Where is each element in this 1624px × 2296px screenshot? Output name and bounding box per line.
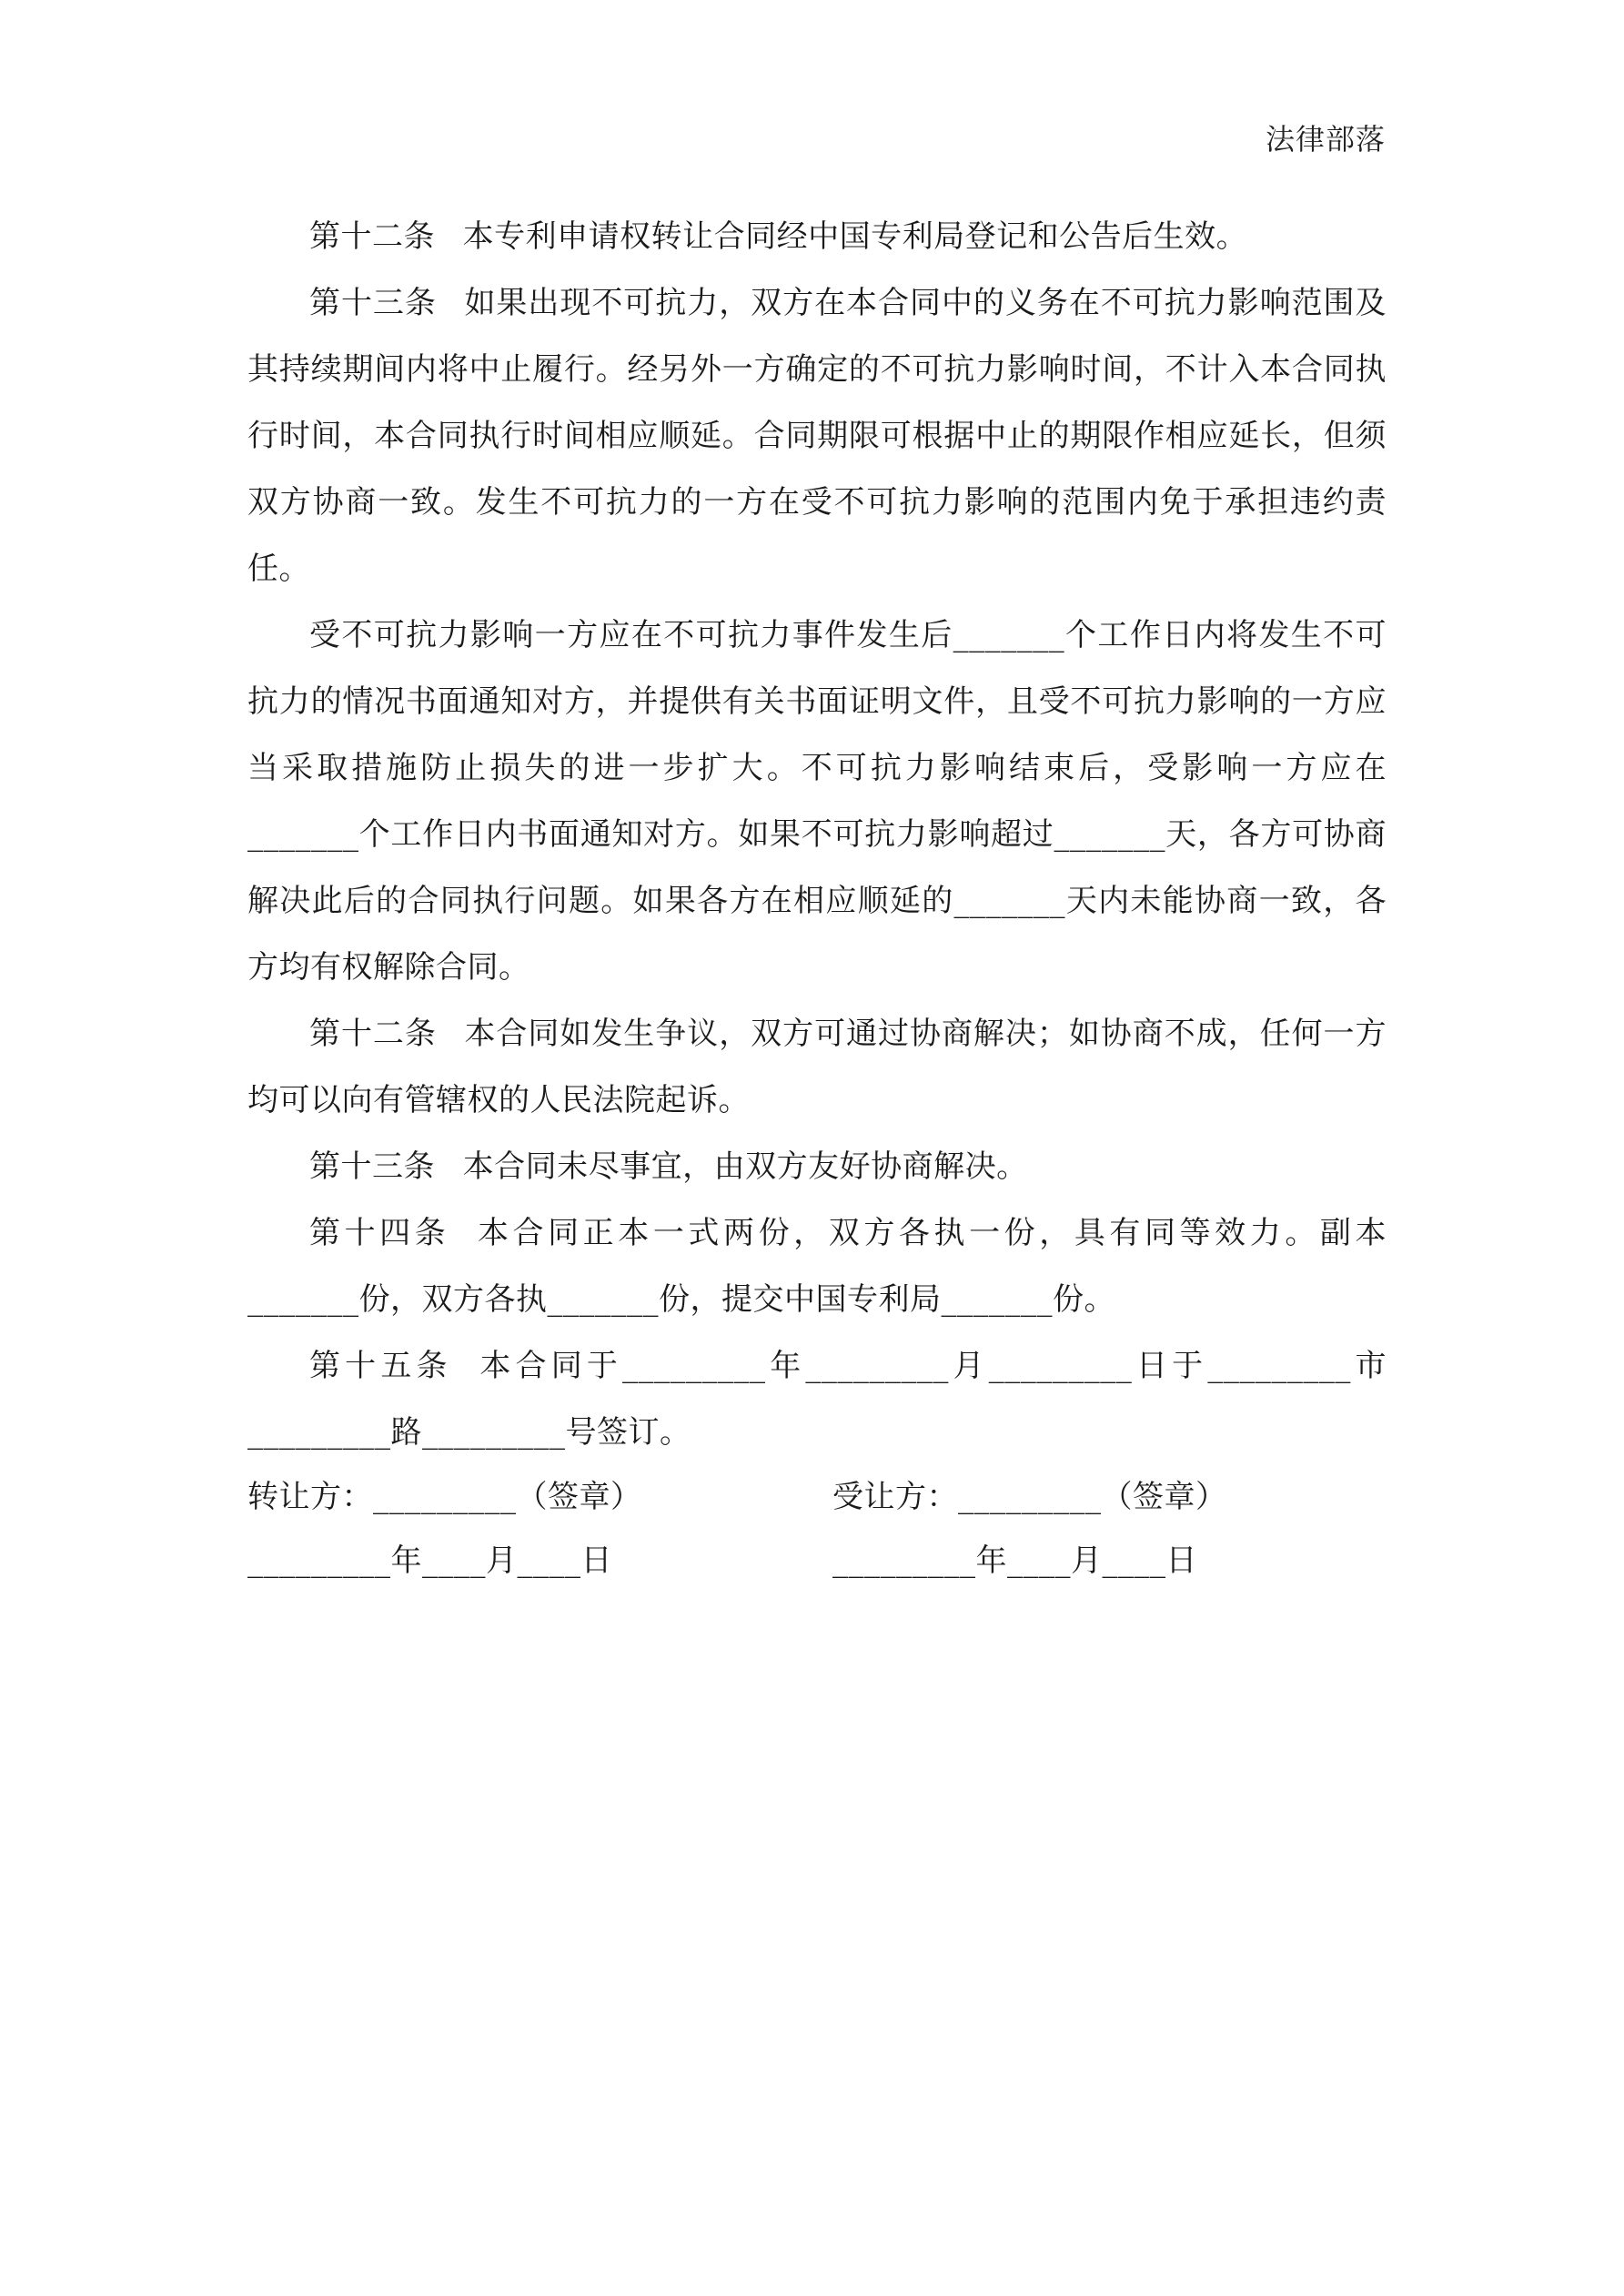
clause-text: 本合同如发生争议，双方可通过协商解决；如协商不成，任何一方均可以向有管辖权的人民法院起诉。	[247, 1016, 1387, 1118]
clause-paragraph	[247, 270, 1387, 602]
contract-body	[247, 204, 1387, 1466]
header-mark: 法律部落	[1265, 122, 1386, 157]
article-number: 第十四条	[309, 1215, 450, 1251]
transferee-label: 受让方：_________（签章）	[832, 1479, 1227, 1515]
clause-text: 本合同未尽事宜，由双方友好协商解决。	[462, 1148, 1028, 1185]
clause-paragraph	[247, 1200, 1387, 1333]
clause-text: 受不可抗力影响一方应在不可抗力事件发生后_______个工作日内将发生不可抗力的情况书面通知对方，并提供有关书面证明文件，且受不可抗力影响的一方应当采取措施防止损失的进一步扩大。不可抗力影响结束后，受影响一方应在_______个工作日内书面通知对方。如果不可抗力影响超过_______天，各方可协商解决此后的合同执行问题。如果各方在相应顺延的_______天内未能协商一致，各方均有权解除合同。	[247, 617, 1387, 986]
transferee-date: _________年____月____日	[832, 1542, 1197, 1579]
clause-text: 本合同正本一式两份，双方各执一份，具有同等效力。副本_______份，双方各执_______份，提交中国专利局_______份。	[247, 1215, 1387, 1318]
clause-paragraph	[247, 204, 1387, 270]
clause-paragraph	[247, 1333, 1387, 1466]
article-number: 第十二条	[309, 218, 435, 255]
clause-text: 本专利申请权转让合同经中国专利局登记和公告后生效。	[462, 218, 1248, 255]
article-number: 第十五条	[309, 1348, 452, 1384]
clause-paragraph	[247, 602, 1387, 1001]
clause-text: 本合同于_________年_________月_________日于_________市_________路_________号签订。	[247, 1348, 1387, 1451]
article-number: 第十三条	[309, 1148, 435, 1185]
transferor-date: _________年____月____日	[247, 1542, 612, 1579]
transferee-signature-block	[832, 1465, 1227, 1593]
transferor-signature-block	[247, 1465, 642, 1593]
clause-paragraph	[247, 1134, 1387, 1200]
transferor-label: 转让方：_________（签章）	[247, 1479, 642, 1515]
article-number: 第十三条	[309, 285, 437, 321]
article-number: 第十二条	[309, 1016, 437, 1052]
clause-text: 如果出现不可抗力，双方在本合同中的义务在不可抗力影响范围及其持续期间内将中止履行。经另外一方确定的不可抗力影响时间，不计入本合同执行时间，本合同执行时间相应顺延。合同期限可根据中止的期限作相应延长，但须双方协商一致。发生不可抗力的一方在受不可抗力影响的范围内免于承担违约责任。	[247, 285, 1387, 587]
clause-paragraph	[247, 1001, 1387, 1134]
